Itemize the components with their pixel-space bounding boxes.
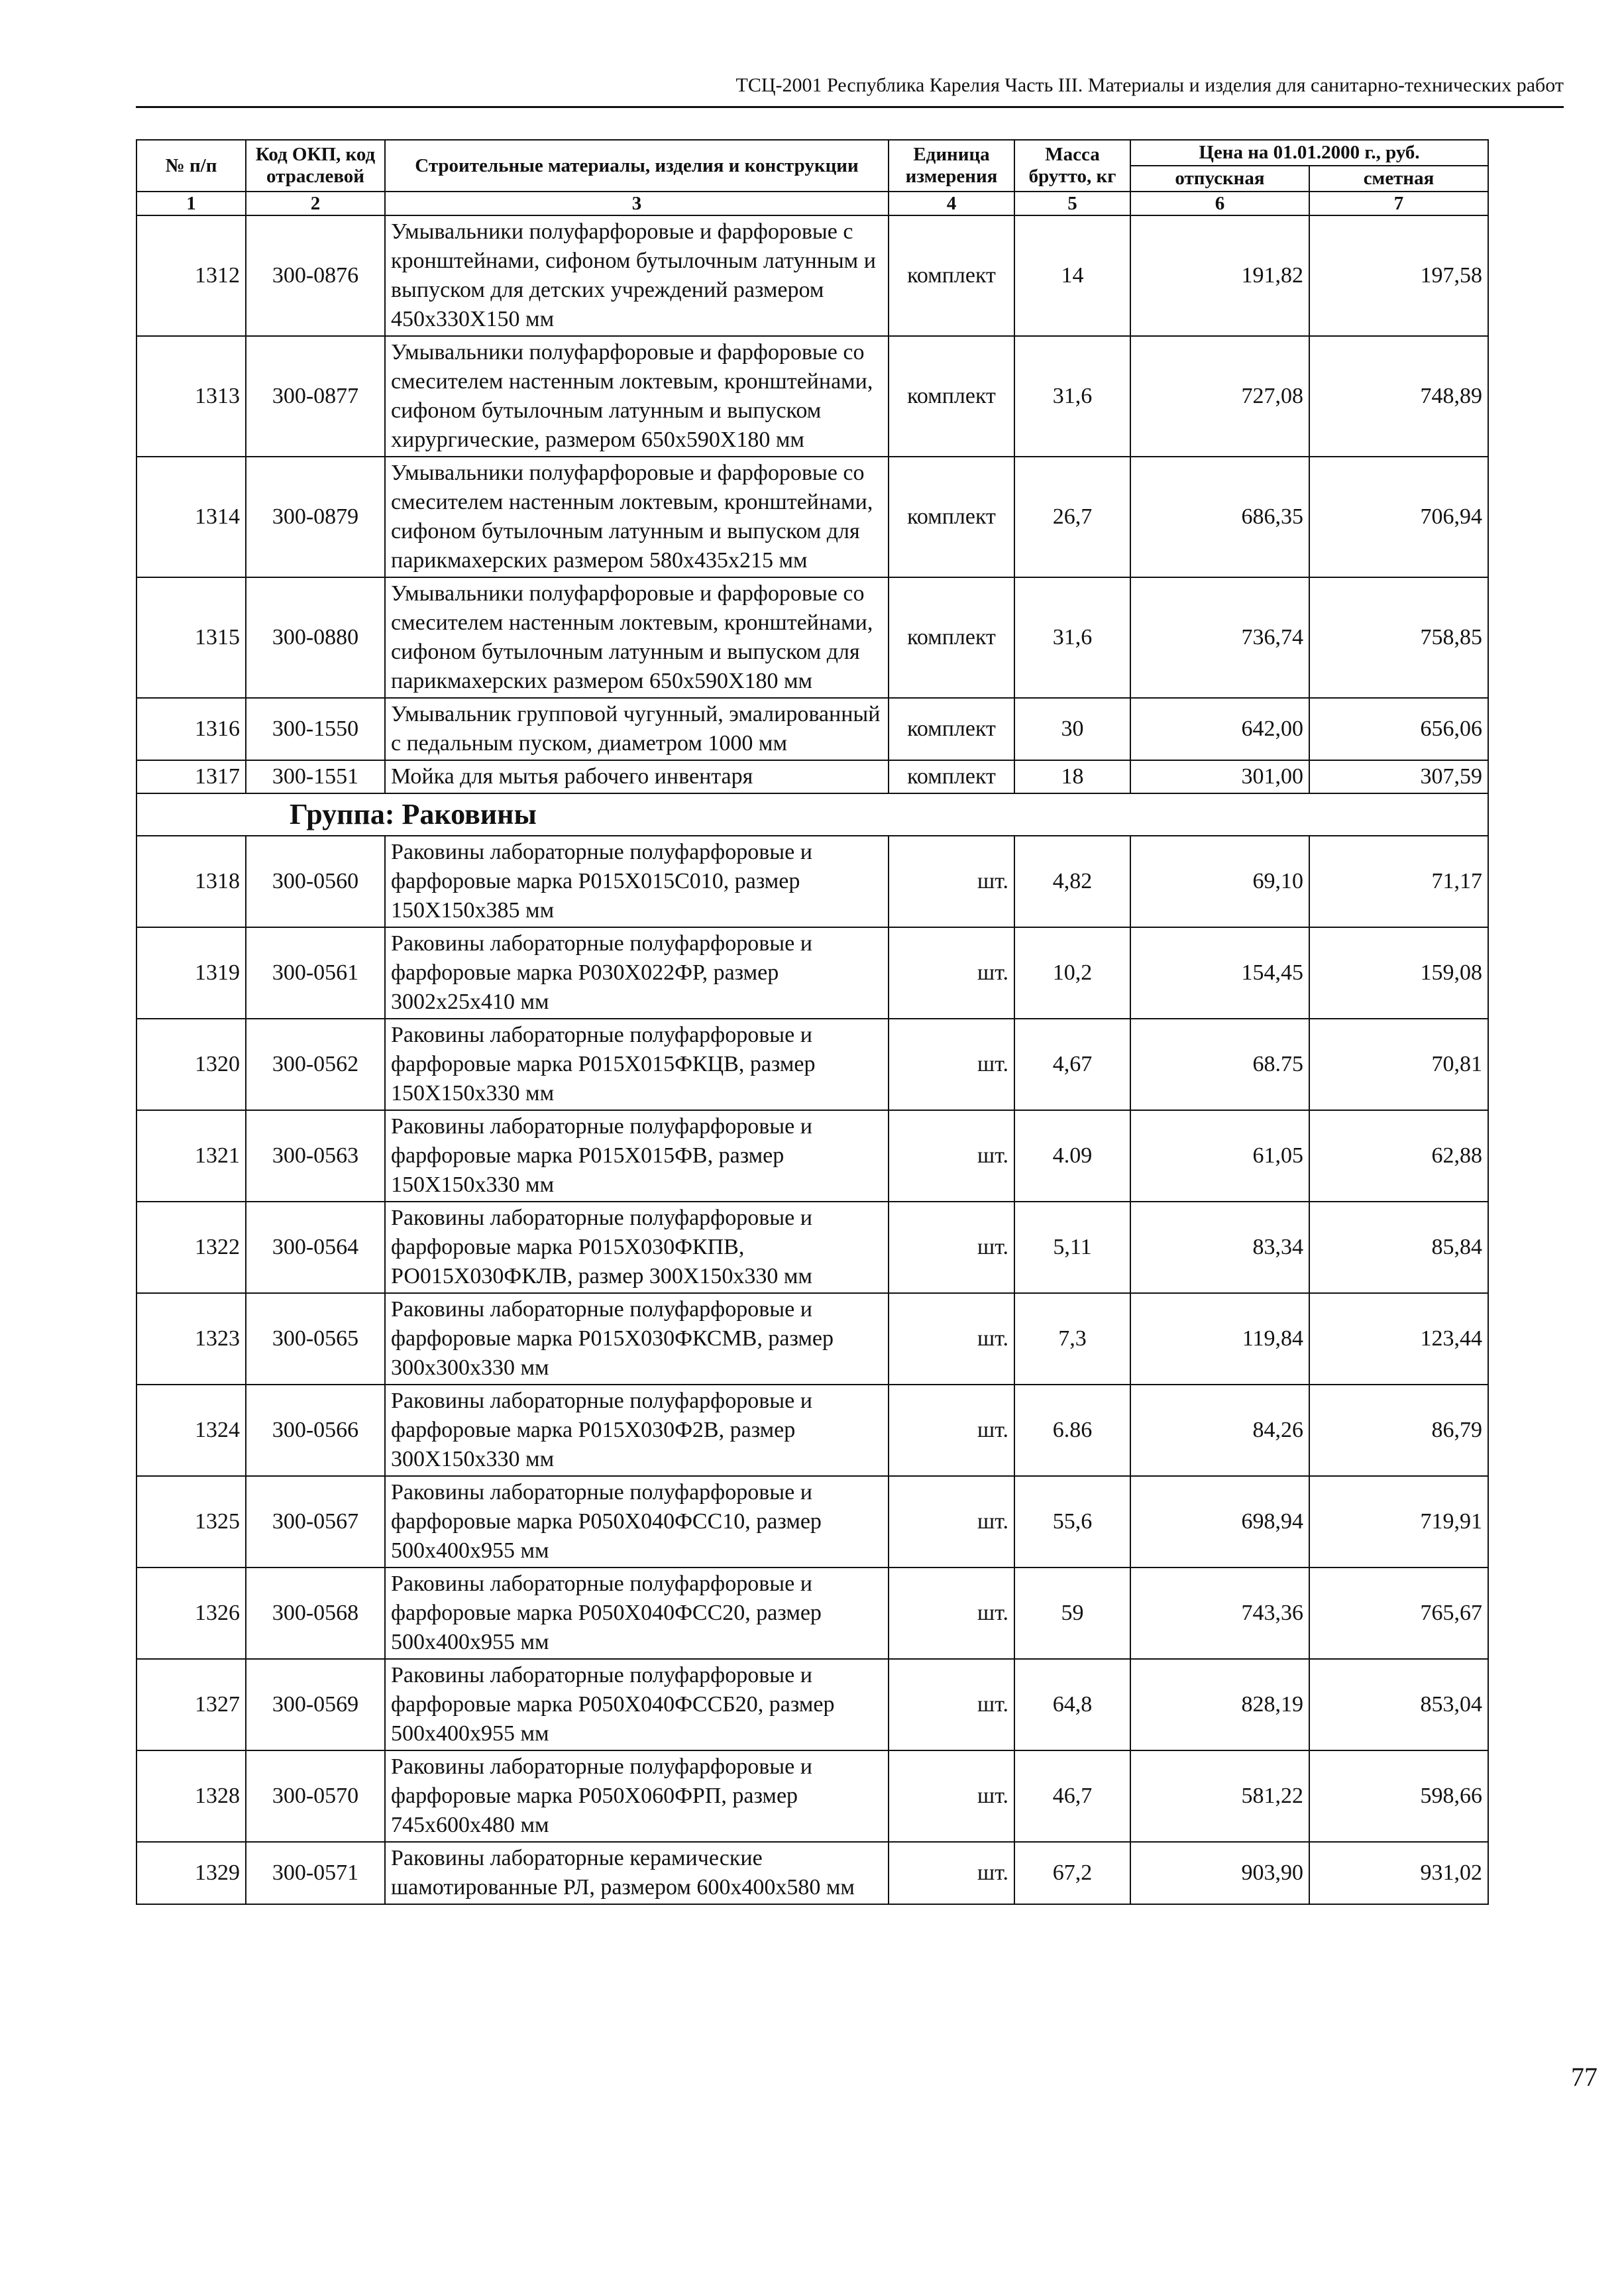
- row-price-estimate: 70,81: [1309, 1019, 1488, 1110]
- row-price-release: 736,74: [1130, 577, 1309, 698]
- column-number: 7: [1309, 192, 1488, 215]
- row-price-estimate: 719,91: [1309, 1476, 1488, 1568]
- row-okp-code: 300-0877: [246, 336, 385, 457]
- row-name: Раковины лабораторные полуфарфоровые и фарфоровые марка Р015Х030ФКПВ, РО015Х030ФКЛВ, размер 300Х150х330 мм: [385, 1202, 889, 1293]
- column-number: 5: [1014, 192, 1130, 215]
- row-unit: шт.: [889, 1110, 1014, 1202]
- header-okp: Код ОКП, код отраслевой: [246, 140, 385, 192]
- header-price-release: отпускная: [1130, 166, 1309, 192]
- table-row: [136, 1019, 1488, 1110]
- row-number: 1312: [136, 215, 246, 336]
- row-price-release: 68.75: [1130, 1019, 1309, 1110]
- row-price-release: 581,22: [1130, 1750, 1309, 1842]
- table-body-washbasins: [136, 215, 1488, 793]
- row-mass: 4,82: [1014, 836, 1130, 927]
- row-name: Раковины лабораторные полуфарфоровые и фарфоровые марка Р050Х060ФРП, размер 745х600х480 мм: [385, 1750, 889, 1842]
- page-header: ТСЦ-2001 Республика Карелия Часть III. Материалы и изделия для санитарно-технических работ: [735, 74, 1564, 96]
- table-row: [136, 1110, 1488, 1202]
- row-name: Мойка для мытья рабочего инвентаря: [385, 760, 889, 793]
- row-unit: комплект: [889, 760, 1014, 793]
- row-unit: шт.: [889, 1385, 1014, 1476]
- row-price-estimate: 62,88: [1309, 1110, 1488, 1202]
- row-price-estimate: 853,04: [1309, 1659, 1488, 1750]
- table-row: [136, 1568, 1488, 1659]
- row-mass: 67,2: [1014, 1842, 1130, 1904]
- table-body-sinks: [136, 836, 1488, 1904]
- row-number: 1324: [136, 1385, 246, 1476]
- row-price-estimate: 765,67: [1309, 1568, 1488, 1659]
- row-name: Раковины лабораторные полуфарфоровые и фарфоровые марка Р050Х040ФСС10, размер 500х400х955 мм: [385, 1476, 889, 1568]
- row-mass: 26,7: [1014, 457, 1130, 577]
- row-price-release: 903,90: [1130, 1842, 1309, 1904]
- row-name: Раковины лабораторные полуфарфоровые и фарфоровые марка Р050Х040ФССБ20, размер 500х400х955 мм: [385, 1659, 889, 1750]
- row-okp-code: 300-1550: [246, 698, 385, 760]
- row-mass: 7,3: [1014, 1293, 1130, 1385]
- row-price-release: 191,82: [1130, 215, 1309, 336]
- table-row: [136, 457, 1488, 577]
- row-price-estimate: 123,44: [1309, 1293, 1488, 1385]
- row-name: Раковины лабораторные полуфарфоровые и фарфоровые марка Р015Х015С010, размер 150Х150х385 мм: [385, 836, 889, 927]
- table-row: [136, 336, 1488, 457]
- row-number: 1329: [136, 1842, 246, 1904]
- row-price-release: 61,05: [1130, 1110, 1309, 1202]
- row-number: 1328: [136, 1750, 246, 1842]
- column-number: 2: [246, 192, 385, 215]
- header-unit: Единица измерения: [889, 140, 1014, 192]
- table-row: [136, 1659, 1488, 1750]
- column-number: 3: [385, 192, 889, 215]
- row-unit: шт.: [889, 1750, 1014, 1842]
- row-mass: 31,6: [1014, 577, 1130, 698]
- row-number: 1321: [136, 1110, 246, 1202]
- row-okp-code: 300-0563: [246, 1110, 385, 1202]
- row-name: Умывальник групповой чугунный, эмалированный с педальным пуском, диаметром 1000 мм: [385, 698, 889, 760]
- table-row: [136, 1293, 1488, 1385]
- row-mass: 6.86: [1014, 1385, 1130, 1476]
- row-mass: 4,67: [1014, 1019, 1130, 1110]
- row-okp-code: 300-0566: [246, 1385, 385, 1476]
- column-number: 6: [1130, 192, 1309, 215]
- row-number: 1322: [136, 1202, 246, 1293]
- row-name: Раковины лабораторные полуфарфоровые и фарфоровые марка Р015Х015ФВ, размер 150Х150х330 мм: [385, 1110, 889, 1202]
- row-mass: 64,8: [1014, 1659, 1130, 1750]
- group-heading: [136, 793, 1488, 836]
- row-okp-code: 300-0564: [246, 1202, 385, 1293]
- row-price-release: 743,36: [1130, 1568, 1309, 1659]
- row-unit: комплект: [889, 215, 1014, 336]
- header-name: Строительные материалы, изделия и конструкции: [385, 140, 889, 192]
- row-unit: шт.: [889, 1842, 1014, 1904]
- row-mass: 31,6: [1014, 336, 1130, 457]
- row-unit: шт.: [889, 1293, 1014, 1385]
- row-mass: 55,6: [1014, 1476, 1130, 1568]
- row-price-estimate: 748,89: [1309, 336, 1488, 457]
- row-okp-code: 300-1551: [246, 760, 385, 793]
- table-group-row: [136, 793, 1488, 836]
- row-name: Раковины лабораторные полуфарфоровые и фарфоровые марка Р030Х022ФР, размер 3002х25х410 мм: [385, 927, 889, 1019]
- row-price-estimate: 758,85: [1309, 577, 1488, 698]
- row-price-estimate: 656,06: [1309, 698, 1488, 760]
- row-name: Умывальники полуфарфоровые и фарфоровые с кронштейнами, сифоном бутылочным латунным и выпуском для детских учреждений размером 450х330Х150 мм: [385, 215, 889, 336]
- row-price-release: 686,35: [1130, 457, 1309, 577]
- table-head: [136, 140, 1488, 215]
- table-row: [136, 1750, 1488, 1842]
- row-name: Умывальники полуфарфоровые и фарфоровые со смесителем настенным локтевым, кронштейнами, сифоном бутылочным латунным и выпуском для парикмахерских размером 650х590Х180 мм: [385, 577, 889, 698]
- row-okp-code: 300-0562: [246, 1019, 385, 1110]
- row-unit: шт.: [889, 1476, 1014, 1568]
- row-price-release: 119,84: [1130, 1293, 1309, 1385]
- row-price-release: 84,26: [1130, 1385, 1309, 1476]
- row-price-estimate: 71,17: [1309, 836, 1488, 927]
- row-price-estimate: 85,84: [1309, 1202, 1488, 1293]
- page-number: 77: [1571, 2062, 1597, 2092]
- header-npp: № п/п: [136, 140, 246, 192]
- row-number: 1323: [136, 1293, 246, 1385]
- table-row: [136, 927, 1488, 1019]
- table-row: [136, 836, 1488, 927]
- row-number: 1320: [136, 1019, 246, 1110]
- row-number: 1315: [136, 577, 246, 698]
- row-price-release: 727,08: [1130, 336, 1309, 457]
- row-price-release: 642,00: [1130, 698, 1309, 760]
- row-okp-code: 300-0568: [246, 1568, 385, 1659]
- row-unit: шт.: [889, 1202, 1014, 1293]
- table-row: [136, 1476, 1488, 1568]
- row-unit: шт.: [889, 1568, 1014, 1659]
- row-price-release: 698,94: [1130, 1476, 1309, 1568]
- row-number: 1313: [136, 336, 246, 457]
- row-unit: комплект: [889, 336, 1014, 457]
- row-price-estimate: 598,66: [1309, 1750, 1488, 1842]
- column-numbers-row: [136, 192, 1488, 215]
- row-price-estimate: 706,94: [1309, 457, 1488, 577]
- table-row: [136, 577, 1488, 698]
- row-mass: 18: [1014, 760, 1130, 793]
- row-unit: шт.: [889, 836, 1014, 927]
- row-okp-code: 300-0880: [246, 577, 385, 698]
- row-unit: комплект: [889, 457, 1014, 577]
- row-number: 1314: [136, 457, 246, 577]
- table-row: [136, 1842, 1488, 1904]
- row-name: Умывальники полуфарфоровые и фарфоровые со смесителем настенным локтевым, кронштейнами, сифоном бутылочным латунным и выпуском для парикмахерских размером 580х435х215 мм: [385, 457, 889, 577]
- table-row: [136, 760, 1488, 793]
- row-price-estimate: 197,58: [1309, 215, 1488, 336]
- row-mass: 5,11: [1014, 1202, 1130, 1293]
- table-row: [136, 1202, 1488, 1293]
- row-number: 1326: [136, 1568, 246, 1659]
- table-row: [136, 698, 1488, 760]
- header-rule: [136, 106, 1564, 108]
- row-unit: шт.: [889, 1659, 1014, 1750]
- row-mass: 46,7: [1014, 1750, 1130, 1842]
- row-name: Раковины лабораторные керамические шамотированные РЛ, размером 600х400х580 мм: [385, 1842, 889, 1904]
- row-name: Раковины лабораторные полуфарфоровые и фарфоровые марка Р050Х040ФСС20, размер 500х400х955 мм: [385, 1568, 889, 1659]
- header-mass: Масса брутто, кг: [1014, 140, 1130, 192]
- row-price-release: 69,10: [1130, 836, 1309, 927]
- row-price-release: 83,34: [1130, 1202, 1309, 1293]
- row-price-estimate: 86,79: [1309, 1385, 1488, 1476]
- column-number: 4: [889, 192, 1014, 215]
- header-price-estimate: сметная: [1309, 166, 1488, 192]
- row-mass: 14: [1014, 215, 1130, 336]
- row-price-estimate: 931,02: [1309, 1842, 1488, 1904]
- row-unit: комплект: [889, 577, 1014, 698]
- row-okp-code: 300-0567: [246, 1476, 385, 1568]
- row-mass: 30: [1014, 698, 1130, 760]
- row-number: 1327: [136, 1659, 246, 1750]
- table-row: [136, 215, 1488, 336]
- row-name: Умывальники полуфарфоровые и фарфоровые со смесителем настенным локтевым, кронштейнами, сифоном бутылочным латунным и выпуском хирургические, размером 650х590Х180 мм: [385, 336, 889, 457]
- row-unit: шт.: [889, 1019, 1014, 1110]
- group-label: Группа:: [290, 798, 395, 830]
- row-okp-code: 300-0876: [246, 215, 385, 336]
- row-okp-code: 300-0570: [246, 1750, 385, 1842]
- row-okp-code: 300-0560: [246, 836, 385, 927]
- row-okp-code: 300-0571: [246, 1842, 385, 1904]
- row-price-release: 828,19: [1130, 1659, 1309, 1750]
- row-okp-code: 300-0879: [246, 457, 385, 577]
- row-price-estimate: 307,59: [1309, 760, 1488, 793]
- header-price-group: Цена на 01.01.2000 г., руб.: [1130, 140, 1488, 166]
- row-mass: 59: [1014, 1568, 1130, 1659]
- row-number: 1325: [136, 1476, 246, 1568]
- row-number: 1317: [136, 760, 246, 793]
- row-price-estimate: 159,08: [1309, 927, 1488, 1019]
- row-name: Раковины лабораторные полуфарфоровые и фарфоровые марка Р015Х030ФКСМВ, размер 300х300х330 мм: [385, 1293, 889, 1385]
- table-row: [136, 1385, 1488, 1476]
- row-name: Раковины лабораторные полуфарфоровые и фарфоровые марка Р015Х030Ф2В, размер 300Х150х330 мм: [385, 1385, 889, 1476]
- row-mass: 10,2: [1014, 927, 1130, 1019]
- row-okp-code: 300-0569: [246, 1659, 385, 1750]
- price-table: [136, 139, 1489, 1905]
- row-number: 1318: [136, 836, 246, 927]
- row-name: Раковины лабораторные полуфарфоровые и фарфоровые марка Р015Х015ФКЦВ, размер 150Х150х330 мм: [385, 1019, 889, 1110]
- row-number: 1316: [136, 698, 246, 760]
- row-price-release: 301,00: [1130, 760, 1309, 793]
- row-unit: комплект: [889, 698, 1014, 760]
- row-unit: шт.: [889, 927, 1014, 1019]
- column-number: 1: [136, 192, 246, 215]
- row-mass: 4.09: [1014, 1110, 1130, 1202]
- row-price-release: 154,45: [1130, 927, 1309, 1019]
- row-okp-code: 300-0561: [246, 927, 385, 1019]
- row-number: 1319: [136, 927, 246, 1019]
- group-name: Раковины: [402, 798, 537, 830]
- row-okp-code: 300-0565: [246, 1293, 385, 1385]
